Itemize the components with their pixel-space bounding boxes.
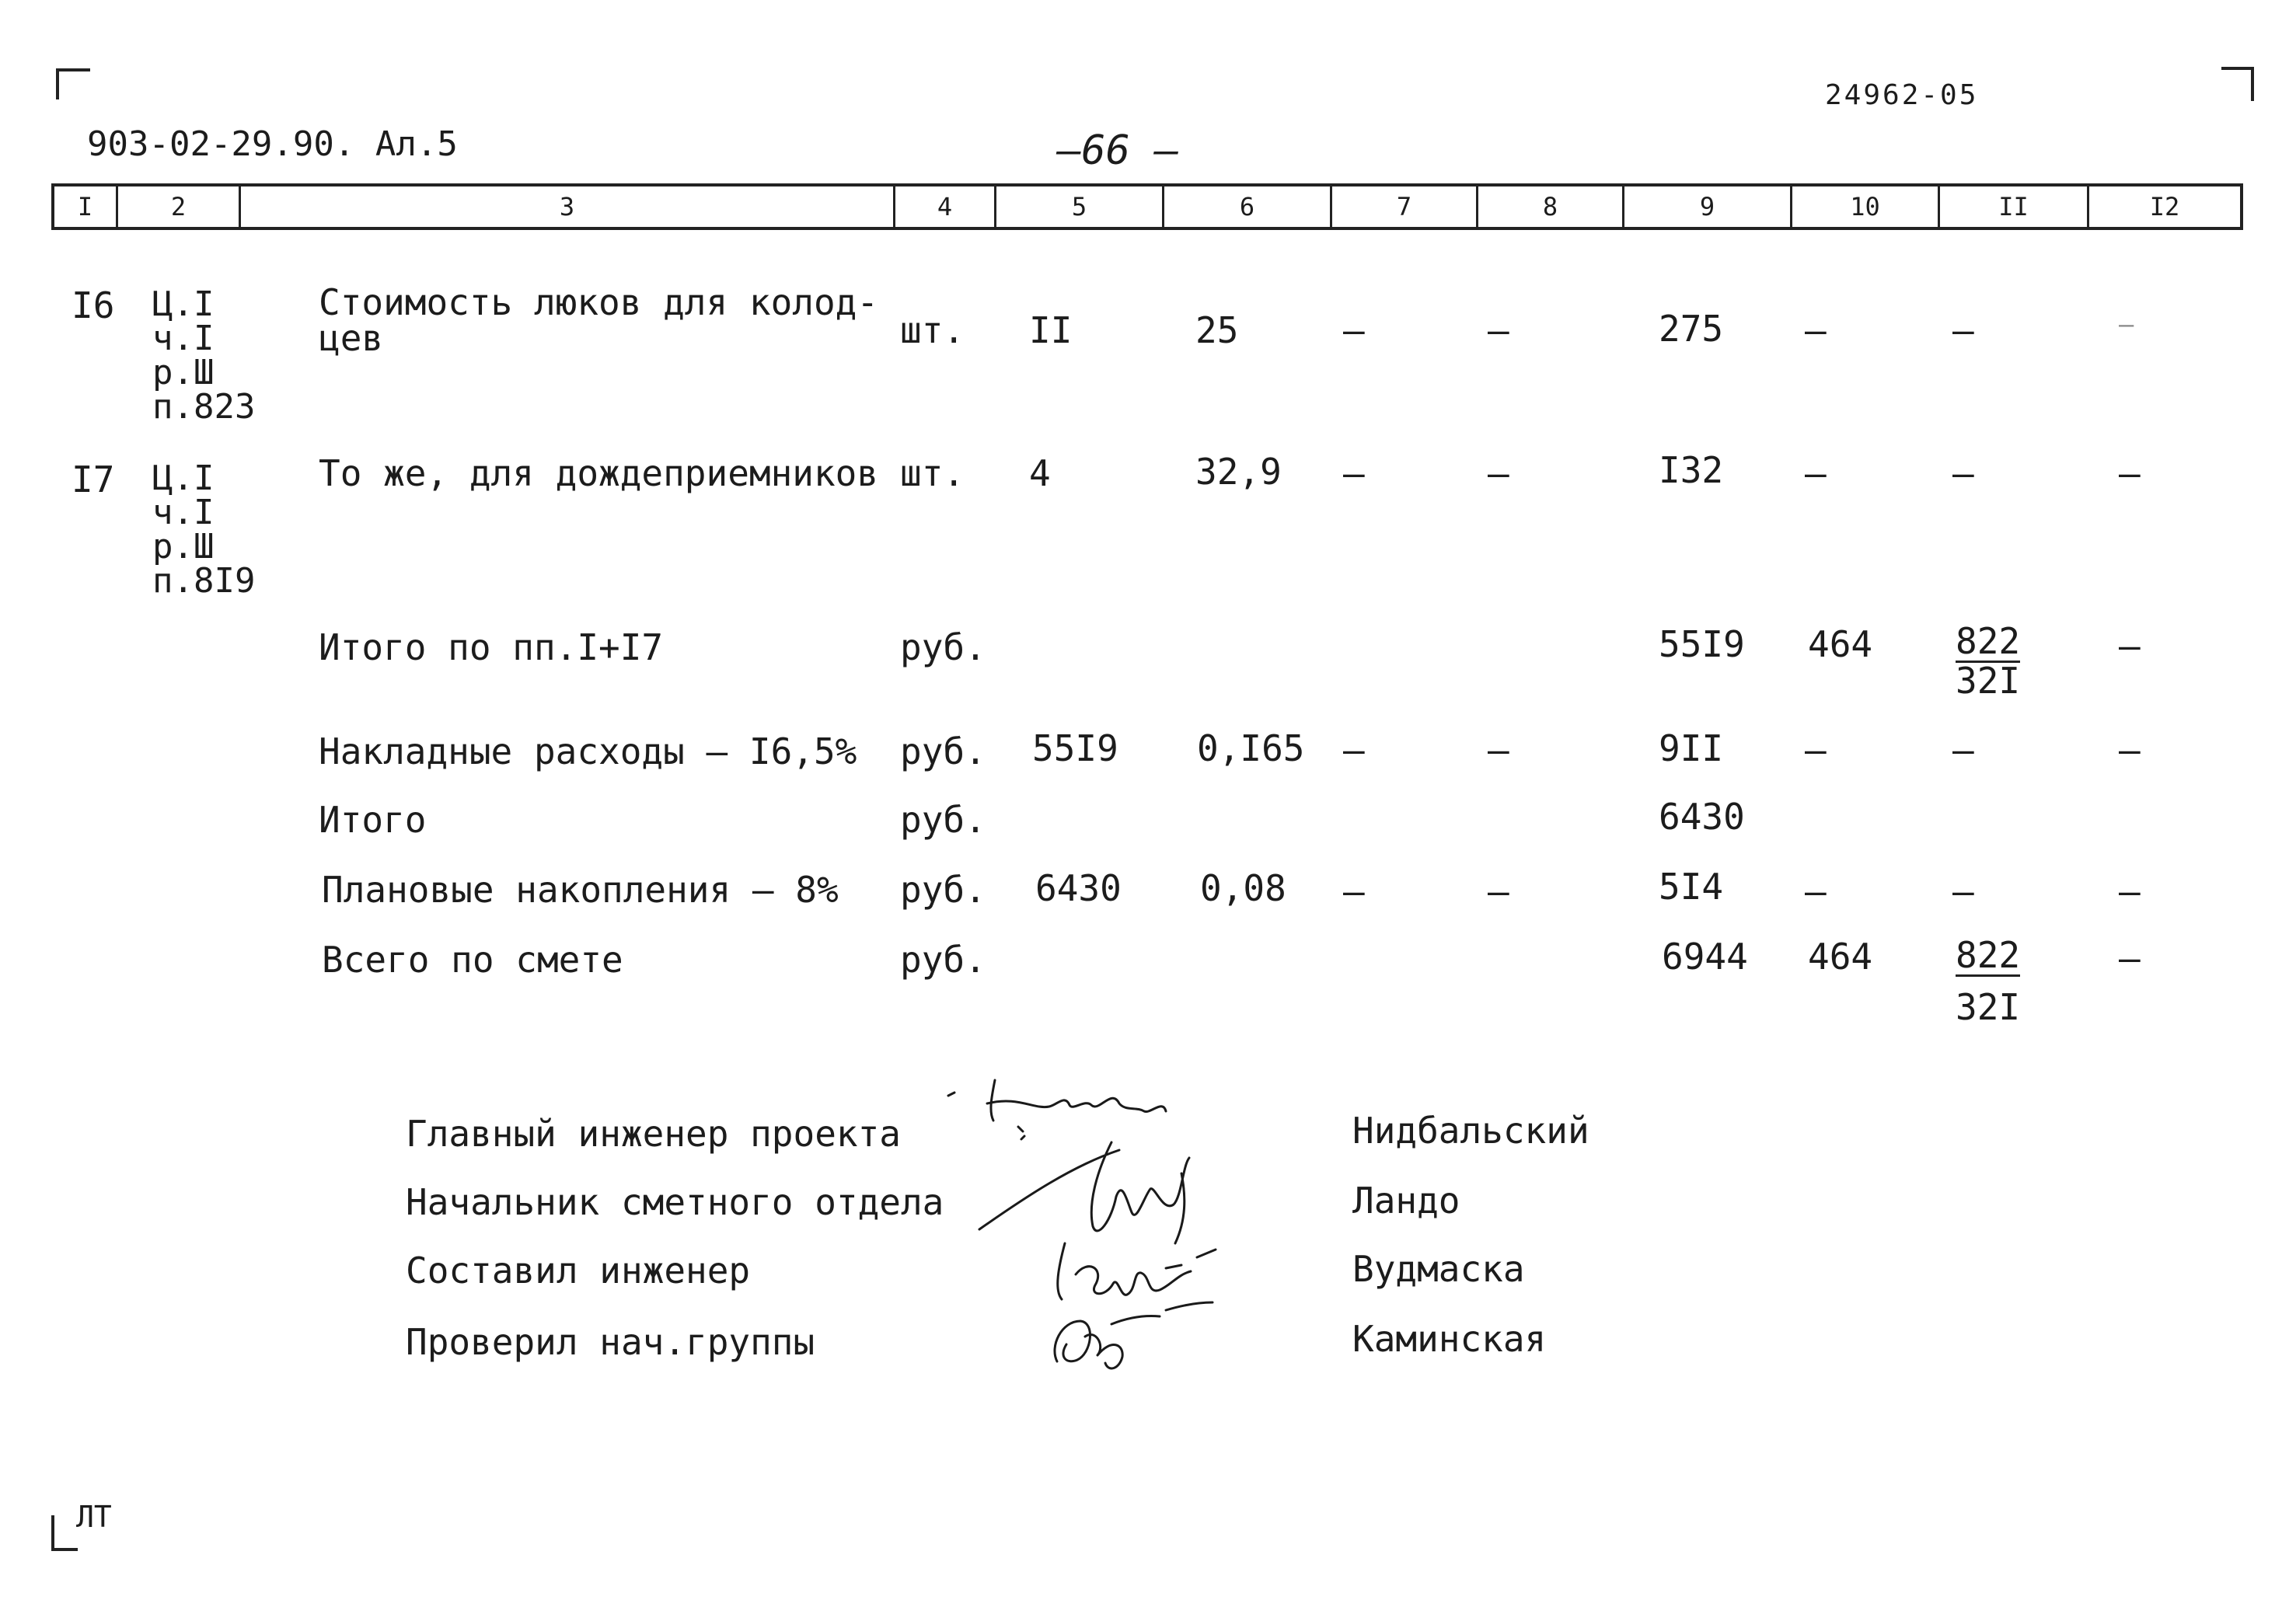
signature-role: Составил инженер [406, 1250, 751, 1292]
row-col10: – [1805, 309, 1827, 351]
summary-label: Итого по пп.I+I7 [319, 626, 664, 668]
reference-line: Ц.I [152, 458, 215, 498]
signature-name: Нидбальский [1352, 1110, 1589, 1152]
row-col12: – [2119, 309, 2134, 339]
column-7-header: 7 [1332, 186, 1478, 227]
description-line: цев [319, 317, 384, 359]
summary-col10: 464 [1808, 623, 1873, 665]
column-1-header: I [54, 186, 118, 227]
column-4-header: 4 [895, 186, 996, 227]
corner-mark-top-left [56, 68, 90, 99]
row-unit: шт. [900, 452, 965, 494]
column-10-header: 10 [1792, 186, 1940, 227]
reference-line: Ц.I [152, 284, 215, 324]
summary-total: 5I4 [1659, 866, 1724, 908]
handwritten-signatures [933, 1065, 1306, 1391]
row-unit-price: 25 [1195, 309, 1239, 351]
summary-col12: – [2119, 625, 2141, 667]
summary-col11: – [1952, 729, 1974, 771]
summary-col12: – [2119, 729, 2141, 771]
summary-total: 55I9 [1659, 623, 1745, 665]
reference-line: р.Ш [152, 527, 215, 566]
row-quantity: 4 [1029, 452, 1051, 494]
column-8-header: 8 [1478, 186, 1624, 227]
summary-rate: 0,08 [1200, 867, 1286, 909]
summary-base: 6430 [1035, 867, 1122, 909]
signature-name: Ландо [1352, 1180, 1460, 1222]
summary-label: Итого [319, 799, 427, 841]
summary-label: Всего по смете [322, 939, 623, 981]
reference-line: р.Ш [152, 353, 215, 392]
fraction-numerator: 822 [1956, 934, 2021, 976]
summary-col8: – [1488, 729, 1509, 771]
row-reference [152, 458, 256, 601]
description-line: То же, для дождеприемников [319, 452, 879, 494]
summary-label: Накладные расходы – I6,5% [319, 730, 857, 772]
row-unit-price: 32,9 [1195, 451, 1282, 493]
signature-role: Начальник сметного отдела [406, 1181, 944, 1223]
summary-col10: 464 [1808, 936, 1873, 978]
column-12-header: I2 [2149, 192, 2180, 221]
summary-base: 55I9 [1032, 727, 1118, 769]
row-col8: – [1488, 452, 1509, 494]
summary-total: 6944 [1662, 936, 1748, 978]
reference-line: п.8I9 [152, 561, 256, 601]
column-2-header: 2 [118, 186, 241, 227]
summary-rate: 0,I65 [1197, 727, 1305, 769]
summary-total: 9II [1659, 727, 1724, 769]
summary-label: Плановые накопления – 8% [322, 869, 839, 911]
summary-col11: – [1952, 870, 1974, 912]
summary-col10: – [1805, 870, 1827, 912]
row-col11: – [1952, 452, 1974, 494]
summary-col10: – [1805, 729, 1827, 771]
description-line: Стоимость люков для колод- [319, 281, 879, 323]
document-code: 903-02-29.90. Ал.5 [87, 124, 458, 164]
column-3-header: 3 [241, 186, 895, 227]
summary-unit: руб. [900, 799, 986, 841]
row-col8: – [1488, 309, 1509, 351]
row-description [319, 281, 879, 359]
summary-col7: – [1343, 729, 1365, 771]
page-number: —66 — [1057, 127, 1179, 174]
row-description [319, 452, 879, 494]
row-col11: – [1952, 309, 1974, 351]
row-total: 275 [1659, 308, 1724, 350]
signature-role: Проверил нач.группы [406, 1321, 815, 1363]
summary-col11-fraction [1956, 620, 2021, 702]
summary-col8: – [1488, 870, 1509, 912]
summary-unit: руб. [900, 939, 986, 981]
row-col7: – [1343, 452, 1365, 494]
column-9-header: 9 [1624, 186, 1792, 227]
signature-role: Главный инженер проекта [406, 1113, 901, 1155]
summary-unit: руб. [900, 626, 986, 668]
column-number-header [51, 183, 2243, 230]
reference-line: ч.I [152, 319, 215, 358]
row-col7: – [1343, 309, 1365, 351]
row-quantity: II [1029, 309, 1073, 351]
fraction-numerator: 822 [1956, 620, 2021, 662]
column-11-header: II [1940, 186, 2089, 227]
summary-unit: руб. [900, 730, 986, 772]
summary-col12: – [2119, 937, 2141, 979]
row-reference [152, 284, 256, 427]
column-5-header: 5 [996, 186, 1164, 227]
footer-mark: ЛТ [76, 1500, 112, 1534]
summary-col12: – [2119, 870, 2141, 912]
summary-col11-fraction [1956, 934, 2021, 1028]
row-number: I6 [72, 284, 115, 326]
signature-name: Вудмаска [1352, 1248, 1525, 1290]
summary-total: 6430 [1659, 796, 1745, 838]
row-col12: – [2119, 452, 2141, 494]
fraction-denominator: 32I [1956, 660, 2021, 702]
summary-col7: – [1343, 870, 1365, 912]
reference-line: ч.I [152, 493, 215, 532]
corner-mark-bottom-left [51, 1515, 78, 1551]
row-number: I7 [72, 458, 115, 500]
fraction-denominator: 32I [1956, 986, 2021, 1028]
row-unit: шт. [900, 309, 965, 351]
reference-line: п.823 [152, 387, 256, 427]
signature-name: Каминская [1352, 1318, 1547, 1360]
corner-mark-top-right [2221, 67, 2254, 101]
summary-unit: руб. [900, 869, 986, 911]
column-6-header: 6 [1164, 186, 1332, 227]
row-total: I32 [1659, 449, 1724, 491]
archive-number: 24962-05 [1825, 79, 1979, 111]
row-col10: – [1805, 452, 1827, 494]
